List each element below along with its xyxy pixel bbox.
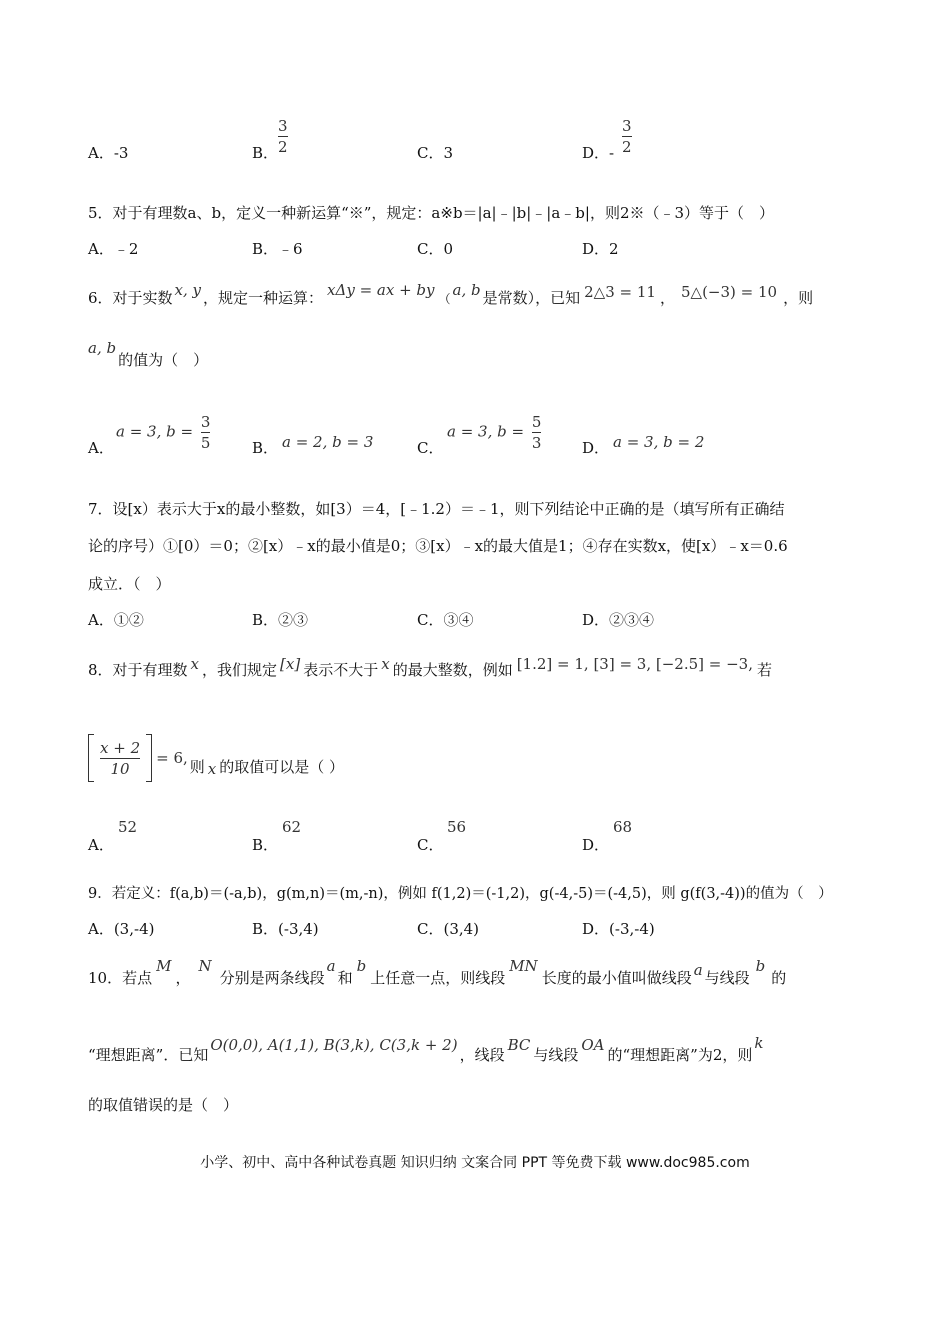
q6-text-3: （	[438, 292, 451, 306]
q6-a-expression: a = 3, b =	[116, 422, 194, 441]
q10-text-4: 和	[337, 969, 353, 987]
q8-option-d-value: 68	[613, 818, 633, 836]
q6-condition-2: 5△(−3) = 10	[680, 283, 778, 301]
q10-var-n: N	[198, 957, 212, 975]
q6-stem-line2	[88, 339, 209, 370]
q6-text-1: 6．对于实数	[88, 289, 173, 307]
q8-text-3: 表示不大于	[303, 661, 379, 679]
q7-option-c: C．③④	[417, 611, 474, 629]
q9-stem: 9．若定义：f(a,b)＝(-a,b)，g(m,n)＝(m,-n)，例如 f(1,2)＝(-1,2)，g(-4,-5)＝(-4,5)，则 g(f(3,-4))的值为（ ）	[88, 886, 833, 902]
q4-option-c: C．3	[417, 144, 454, 162]
q8-text-6: 则	[189, 758, 205, 776]
q8-stem-line1	[88, 655, 773, 680]
q8-var-x-3: x	[207, 760, 217, 778]
q8-fraction-numerator: x + 2	[100, 738, 141, 757]
q10-text-3: 分别是两条线段	[219, 969, 325, 987]
q10-var-mn: MN	[509, 957, 538, 975]
q5-option-c: C．0	[417, 240, 454, 258]
q6-a-denominator: 5	[200, 434, 211, 452]
q10-stem-line3: 的取值错误的是（ ）	[88, 1096, 239, 1114]
q5-option-b: B．﹣6	[252, 240, 303, 258]
q8-floor-x: [x]	[280, 655, 301, 673]
q6-c-expression: a = 3, b =	[447, 422, 525, 441]
q10-stem-line1	[88, 957, 787, 988]
q10-var-bc: BC	[507, 1036, 531, 1054]
q6-stem-line1	[88, 281, 814, 309]
q8-examples: [1.2] = 1, [3] = 3, [−2.5] = −3,	[516, 655, 753, 673]
q8-fraction-denominator: 10	[110, 759, 130, 778]
q5-option-a: A．﹣2	[88, 240, 139, 258]
q9-option-d: D．(-3,-4)	[582, 920, 655, 938]
q6-text-2: ，规定一种运算：	[203, 289, 324, 307]
q10-var-b: b	[356, 957, 367, 975]
q10-var-oa: OA	[581, 1036, 605, 1054]
q5-option-d: D．2	[582, 240, 619, 258]
q8-fraction-rhs: = 6,	[156, 749, 188, 767]
q10-stem-line2	[88, 1034, 766, 1065]
q10-text-9: “理想距离”．已知	[88, 1046, 209, 1064]
q8-option-b-label: B．	[252, 836, 279, 854]
q6-var-ab-2: a, b	[88, 339, 117, 357]
q9-option-a: A．(3,-4)	[88, 920, 155, 938]
page-footer: 小学、初中、高中各种试卷真题 知识归纳 文案合同 PPT 等免费下载 www.doc985.com	[200, 1155, 750, 1171]
q6-condition-1: 2△3 = 11	[584, 283, 656, 301]
q10-var-b-2: b	[755, 957, 766, 975]
q8-option-a-value: 52	[118, 818, 138, 836]
q4-b-denominator: 2	[278, 138, 288, 156]
q8-option-c-value: 56	[447, 818, 467, 836]
q10-text-7: 与线段	[704, 969, 750, 987]
q7-stem-line2: 论的序号）①[0）＝0；②[x）﹣x的最小值是0；③[x）﹣x的最大值是1；④存在实数x，使[x）﹣x＝0.6	[88, 537, 788, 555]
q8-text-1: 8．对于有理数	[88, 661, 188, 679]
q7-option-b: B．②③	[252, 611, 309, 629]
q10-text-6: 长度的最小值叫做线段	[541, 969, 692, 987]
q6-option-a-expr	[116, 412, 210, 453]
q10-text-11: 与线段	[533, 1046, 579, 1064]
q4-option-d-fraction	[622, 116, 632, 157]
q8-text-4: 的最大整数，例如	[392, 661, 513, 679]
q5-stem: 5．对于有理数a、b，定义一种新运算“※”，规定：a※b＝|a|﹣|b|﹣|a﹣b|，则2※（﹣3）等于（ ）	[88, 204, 775, 222]
q7-option-d: D．②③④	[582, 611, 655, 629]
q6-text-7: 的值为（ ）	[118, 351, 209, 369]
q6-c-numerator: 5	[531, 413, 542, 431]
q6-option-b-expr: a = 2, b = 3	[282, 433, 374, 451]
q6-option-d-expr: a = 3, b = 2	[613, 433, 705, 451]
q4-option-d-label: D．-	[582, 144, 615, 162]
q4-option-b-fraction	[278, 116, 288, 157]
q6-text-6: ，则	[783, 289, 814, 307]
q8-text-7: 的取值可以是（ ）	[219, 758, 345, 776]
q8-option-c-label: C．	[417, 836, 444, 854]
q9-option-b: B．(-3,4)	[252, 920, 319, 938]
q10-points: O(0,0), A(1,1), B(3,k), C(3,k + 2)	[210, 1036, 458, 1054]
q6-option-c-expr	[447, 412, 541, 453]
q8-var-x: x	[190, 655, 200, 673]
q6-option-c-label: C．	[417, 439, 444, 457]
q6-operation-def: xΔy = ax + by	[327, 281, 435, 299]
q8-stem-line2	[88, 734, 344, 782]
q6-option-a-label: A．	[88, 439, 114, 457]
q8-var-x-2: x	[381, 655, 390, 673]
q10-var-a: a	[326, 957, 336, 975]
q8-option-b-value: 62	[282, 818, 302, 836]
q4-d-numerator: 3	[622, 117, 632, 135]
q10-text-5: 上任意一点，则线段	[370, 969, 506, 987]
q7-stem-line1: 7．设[x）表示大于x的最小整数，如[3）＝4，[﹣1.2）＝﹣1，则下列结论中正确的是（填写所有正确结	[88, 500, 785, 518]
q6-var-ab: a, b	[452, 281, 481, 299]
q7-stem-line3: 成立．（ ）	[88, 575, 171, 593]
q8-text-2: ，我们规定	[202, 661, 278, 679]
q6-option-b-label: B．	[252, 439, 279, 457]
q10-text-8: 的	[771, 969, 787, 987]
q10-text-12: 的“理想距离”为2，则	[607, 1046, 753, 1064]
q10-text-1: 10．若点	[88, 969, 153, 987]
q6-text-4: 是常数），已知	[482, 289, 581, 307]
q4-option-a: A．-3	[88, 144, 129, 162]
q6-var-xy: x, y	[174, 281, 202, 299]
q8-option-a-label: A．	[88, 836, 114, 854]
q10-var-m: M	[156, 957, 172, 975]
q10-var-a-2: a	[693, 961, 703, 979]
q4-b-numerator: 3	[278, 117, 288, 135]
q8-text-5: 若	[757, 661, 773, 679]
q6-a-numerator: 3	[200, 413, 211, 431]
q6-c-denominator: 3	[531, 434, 542, 452]
q10-text-10: ，线段	[459, 1046, 505, 1064]
q7-option-a: A．①②	[88, 611, 144, 629]
q6-option-d-label: D．	[582, 439, 610, 457]
q9-option-c: C．(3,4)	[417, 920, 480, 938]
q4-option-b-label: B．	[252, 144, 279, 162]
q10-var-k: k	[754, 1034, 764, 1052]
q10-text-2: ，	[175, 969, 191, 987]
q8-option-d-label: D．	[582, 836, 610, 854]
q4-d-denominator: 2	[622, 138, 632, 156]
q6-text-5: ，	[659, 289, 675, 307]
